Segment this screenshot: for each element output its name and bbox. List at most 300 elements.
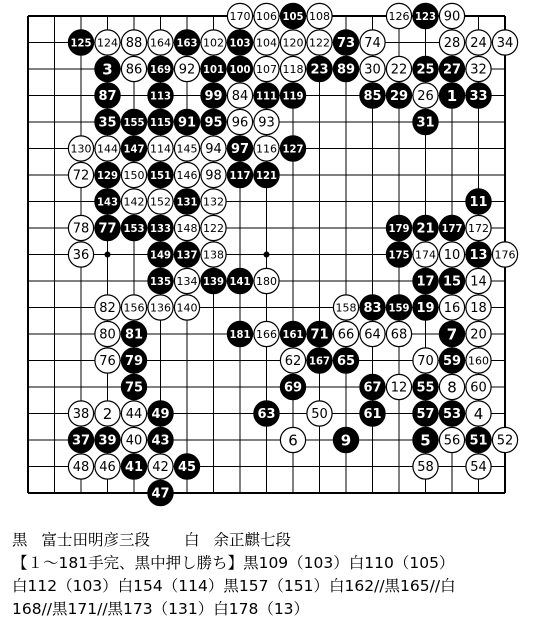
move-number: 111 — [256, 90, 277, 103]
white-stone — [333, 321, 358, 346]
white-stone — [201, 242, 226, 267]
white-stone — [174, 268, 199, 293]
white-stone — [121, 56, 146, 81]
move-number: 46 — [99, 460, 116, 476]
white-stone — [360, 30, 385, 55]
result-line: 白112（103）白154（114）黒157（151）白162//黒165//白 — [12, 577, 456, 595]
move-number: 140 — [176, 302, 198, 315]
move-number: 150 — [123, 169, 145, 182]
white-stone — [227, 83, 252, 108]
move-number: 36 — [72, 248, 90, 264]
black-stone — [439, 321, 464, 346]
white-stone — [439, 374, 464, 399]
black-stone — [227, 56, 252, 81]
move-number: 68 — [390, 327, 408, 343]
white-stone — [95, 401, 120, 426]
move-number: 121 — [256, 169, 277, 182]
black-stone — [466, 242, 491, 267]
move-number: 56 — [443, 433, 461, 449]
black-stone — [386, 242, 411, 267]
move-number: 32 — [470, 62, 487, 78]
move-number: 3 — [102, 60, 113, 79]
white-stone — [121, 162, 146, 187]
move-number: 76 — [99, 354, 116, 370]
black-stone — [174, 242, 199, 267]
white-stone — [386, 374, 411, 399]
move-number: 58 — [417, 460, 434, 476]
move-number: 105 — [282, 10, 304, 23]
black-stone — [95, 162, 120, 187]
black-stone — [148, 215, 173, 240]
move-number: 164 — [150, 37, 172, 50]
white-label: 白 — [184, 531, 200, 549]
black-stone — [68, 30, 93, 55]
white-stone — [174, 136, 199, 161]
black-stone — [386, 295, 411, 320]
black-stone — [386, 215, 411, 240]
white-stone — [307, 30, 332, 55]
black-stone — [95, 189, 120, 214]
move-number: 177 — [441, 222, 463, 235]
move-number: 51 — [469, 433, 488, 449]
white-stone — [254, 136, 279, 161]
black-stone — [413, 268, 438, 293]
move-number: 135 — [150, 275, 171, 288]
move-number: 144 — [97, 143, 119, 156]
black-stone — [386, 83, 411, 108]
white-stone — [174, 56, 199, 81]
black-stone — [333, 56, 358, 81]
move-number: 69 — [283, 380, 303, 396]
black-stone — [280, 136, 305, 161]
move-number: 118 — [282, 63, 304, 76]
white-stone — [95, 30, 120, 55]
move-number: 132 — [203, 196, 224, 209]
move-number: 160 — [468, 355, 489, 368]
move-number: 116 — [256, 143, 278, 156]
black-stone — [360, 295, 385, 320]
move-number: 39 — [98, 433, 117, 449]
move-number: 103 — [229, 37, 251, 50]
white-stone — [466, 454, 491, 479]
white-stone — [466, 321, 491, 346]
black-stone — [148, 56, 173, 81]
move-number: 142 — [123, 196, 145, 209]
white-stone — [95, 295, 120, 320]
white-stone — [413, 348, 438, 373]
black-stone — [148, 109, 173, 134]
white-stone — [68, 401, 93, 426]
white-stone — [68, 136, 93, 161]
black-stone — [333, 427, 358, 452]
move-number: 8 — [447, 378, 457, 397]
move-number: 96 — [231, 115, 249, 131]
move-number: 92 — [178, 62, 196, 78]
black-stone — [254, 83, 279, 108]
white-stone — [280, 56, 305, 81]
black-stone — [148, 480, 173, 505]
black-stone — [413, 109, 438, 134]
white-stone — [413, 242, 438, 267]
move-number: 149 — [150, 249, 171, 262]
white-stone — [466, 215, 491, 240]
white-stone — [148, 30, 173, 55]
move-number: 97 — [230, 142, 250, 158]
move-number: 59 — [442, 354, 462, 370]
move-number: 158 — [335, 302, 357, 315]
move-number: 31 — [416, 115, 435, 131]
move-number: 126 — [388, 10, 410, 23]
white-stone — [174, 162, 199, 187]
white-stone — [413, 83, 438, 108]
black-stone — [307, 321, 332, 346]
move-number: 15 — [442, 274, 462, 290]
star-point — [105, 252, 111, 258]
white-stone — [466, 56, 491, 81]
black-stone — [280, 374, 305, 399]
white-stone — [466, 348, 491, 373]
move-number: 123 — [415, 10, 436, 23]
black-stone — [121, 109, 146, 134]
move-number: 133 — [150, 222, 171, 235]
white-stone — [174, 295, 199, 320]
black-stone — [466, 189, 491, 214]
white-stone — [68, 242, 93, 267]
white-stone — [439, 30, 464, 55]
move-number: 83 — [363, 301, 382, 317]
move-number: 127 — [282, 143, 304, 156]
black-stone — [68, 427, 93, 452]
move-number: 20 — [470, 327, 487, 343]
black-stone — [466, 427, 491, 452]
move-number: 180 — [256, 275, 277, 288]
move-number: 49 — [151, 407, 170, 423]
move-number: 12 — [390, 380, 408, 396]
move-number: 108 — [309, 10, 330, 23]
black-stone — [280, 321, 305, 346]
move-number: 50 — [311, 407, 328, 423]
move-number: 11 — [469, 195, 488, 211]
move-number: 122 — [309, 37, 330, 50]
move-number: 120 — [282, 37, 304, 50]
white-stone — [254, 321, 279, 346]
move-number: 26 — [417, 89, 434, 105]
move-number: 113 — [150, 90, 171, 103]
black-stone — [439, 268, 464, 293]
black-stone — [413, 215, 438, 240]
move-number: 156 — [123, 302, 145, 315]
white-stone — [413, 454, 438, 479]
black-stone — [95, 427, 120, 452]
move-number: 47 — [151, 486, 170, 502]
move-number: 75 — [124, 380, 144, 396]
move-number: 90 — [443, 9, 461, 25]
move-number: 77 — [98, 221, 117, 237]
move-number: 179 — [388, 222, 410, 235]
black-stone — [121, 374, 146, 399]
move-number: 70 — [417, 354, 434, 370]
move-number: 61 — [363, 407, 382, 423]
black-stone — [439, 56, 464, 81]
black-stone — [174, 454, 199, 479]
move-number: 101 — [203, 63, 224, 76]
white-stone — [439, 427, 464, 452]
white-stone — [386, 56, 411, 81]
move-number: 5 — [420, 431, 431, 450]
game-record-notes — [12, 552, 456, 621]
white-stone — [121, 30, 146, 55]
black-stone — [148, 427, 173, 452]
white-stone — [492, 30, 517, 55]
white-stone — [95, 348, 120, 373]
white-stone — [148, 454, 173, 479]
move-number: 16 — [443, 301, 461, 317]
black-stone — [174, 109, 199, 134]
move-number: 33 — [469, 89, 488, 105]
black-stone — [201, 83, 226, 108]
move-number: 85 — [363, 89, 382, 105]
white-stone — [121, 295, 146, 320]
move-number: 99 — [204, 89, 223, 105]
black-stone — [333, 30, 358, 55]
move-number: 52 — [496, 433, 514, 449]
white-stone — [439, 295, 464, 320]
move-number: 100 — [229, 63, 251, 76]
black-stone — [413, 401, 438, 426]
white-stone — [360, 56, 385, 81]
white-stone — [386, 321, 411, 346]
move-number: 54 — [470, 460, 487, 476]
white-stone — [466, 374, 491, 399]
white-stone — [227, 109, 252, 134]
black-stone — [254, 162, 279, 187]
white-stone — [201, 162, 226, 187]
move-number: 130 — [70, 143, 92, 156]
move-number: 9 — [340, 431, 352, 450]
move-number: 64 — [364, 327, 381, 343]
result-line: 【１～181手完、黒中押し勝ち】黒109（103）白110（105） — [12, 554, 455, 572]
black-stone — [413, 295, 438, 320]
white-stone — [95, 136, 120, 161]
move-number: 151 — [150, 169, 171, 182]
black-stone — [280, 3, 305, 28]
black-stone — [466, 83, 491, 108]
move-number: 145 — [176, 143, 198, 156]
move-number: 114 — [150, 143, 172, 156]
move-number: 106 — [256, 10, 278, 23]
black-stone — [121, 215, 146, 240]
move-number: 163 — [176, 37, 198, 50]
move-number: 143 — [97, 196, 118, 209]
move-number: 43 — [151, 433, 170, 449]
white-stone — [254, 30, 279, 55]
move-number: 159 — [388, 302, 410, 315]
move-number: 34 — [496, 36, 514, 52]
move-number: 60 — [470, 380, 487, 396]
black-stone — [148, 401, 173, 426]
white-stone — [121, 189, 146, 214]
black-stone — [95, 83, 120, 108]
move-number: 2 — [102, 404, 113, 423]
move-number: 65 — [336, 354, 356, 370]
move-number: 138 — [203, 249, 224, 262]
move-number: 80 — [99, 327, 116, 343]
white-stone — [227, 3, 252, 28]
black-stone — [307, 56, 332, 81]
move-number: 131 — [176, 196, 198, 209]
move-number: 55 — [416, 380, 435, 396]
move-number: 124 — [97, 37, 119, 50]
black-stone — [413, 3, 438, 28]
black-stone — [148, 268, 173, 293]
move-number: 115 — [150, 116, 171, 129]
move-number: 102 — [203, 37, 224, 50]
move-number: 24 — [470, 36, 487, 52]
black-stone — [201, 109, 226, 134]
black-stone — [360, 83, 385, 108]
white-stone — [492, 427, 517, 452]
move-number: 6 — [288, 431, 298, 450]
white-stone — [68, 162, 93, 187]
move-number: 71 — [310, 327, 329, 343]
move-number: 37 — [71, 433, 91, 449]
move-number: 119 — [282, 90, 304, 103]
move-number: 41 — [124, 460, 144, 476]
black-stone — [360, 374, 385, 399]
move-number: 13 — [469, 248, 488, 264]
move-number: 181 — [229, 328, 251, 341]
move-number: 155 — [123, 116, 145, 129]
move-number: 82 — [99, 301, 116, 317]
black-stone — [121, 454, 146, 479]
move-number: 170 — [229, 10, 251, 23]
move-number: 29 — [389, 89, 409, 105]
white-stone — [201, 189, 226, 214]
black-stone — [148, 162, 173, 187]
move-number: 122 — [203, 222, 224, 235]
move-number: 167 — [309, 355, 330, 368]
white-stone — [466, 30, 491, 55]
black-stone — [227, 321, 252, 346]
move-number: 174 — [415, 249, 437, 262]
white-stone — [201, 136, 226, 161]
black-stone — [174, 189, 199, 214]
move-number: 153 — [123, 222, 145, 235]
white-player-name: 余正麒七段 — [213, 531, 292, 549]
black-stone — [254, 401, 279, 426]
white-stone — [333, 295, 358, 320]
move-number: 147 — [123, 143, 145, 156]
black-stone — [148, 242, 173, 267]
move-number: 89 — [336, 62, 356, 78]
move-number: 30 — [364, 62, 381, 78]
move-number: 161 — [282, 328, 304, 341]
move-number: 62 — [284, 354, 302, 370]
white-stone — [148, 136, 173, 161]
black-stone — [227, 30, 252, 55]
black-stone — [227, 162, 252, 187]
black-stone — [95, 215, 120, 240]
move-number: 91 — [177, 115, 197, 131]
move-number: 107 — [256, 63, 277, 76]
white-stone — [386, 3, 411, 28]
move-number: 152 — [150, 196, 171, 209]
white-stone — [254, 109, 279, 134]
white-stone — [280, 348, 305, 373]
move-number: 10 — [443, 248, 461, 264]
black-stone — [121, 321, 146, 346]
black-stone — [439, 401, 464, 426]
white-stone — [148, 295, 173, 320]
white-stone — [439, 242, 464, 267]
move-number: 73 — [336, 36, 356, 52]
black-stone — [201, 56, 226, 81]
black-stone — [227, 136, 252, 161]
white-stone — [121, 427, 146, 452]
move-number: 28 — [443, 36, 461, 52]
move-number: 134 — [176, 275, 198, 288]
move-number: 4 — [473, 404, 484, 423]
move-number: 84 — [231, 89, 249, 105]
move-number: 139 — [203, 275, 224, 288]
move-number: 81 — [124, 327, 144, 343]
move-number: 141 — [229, 275, 251, 288]
move-number: 18 — [470, 301, 487, 317]
move-number: 74 — [364, 36, 381, 52]
move-number: 88 — [125, 36, 143, 52]
move-number: 19 — [416, 301, 435, 317]
black-stone — [360, 401, 385, 426]
white-stone — [121, 401, 146, 426]
black-stone — [148, 83, 173, 108]
move-number: 45 — [177, 460, 197, 476]
move-number: 94 — [205, 142, 222, 158]
white-stone — [307, 3, 332, 28]
white-stone — [68, 215, 93, 240]
move-number: 79 — [124, 354, 144, 370]
white-stone — [95, 321, 120, 346]
move-number: 42 — [152, 460, 169, 476]
move-number: 17 — [416, 274, 435, 290]
move-number: 148 — [176, 222, 198, 235]
move-number: 104 — [256, 37, 278, 50]
white-stone — [307, 401, 332, 426]
white-stone — [280, 427, 305, 452]
black-stone — [280, 83, 305, 108]
white-stone — [254, 3, 279, 28]
white-stone — [466, 401, 491, 426]
move-number: 78 — [72, 221, 90, 237]
move-number: 87 — [98, 89, 117, 105]
move-number: 23 — [310, 62, 329, 78]
black-stone — [201, 268, 226, 293]
white-stone — [201, 215, 226, 240]
black-stone — [95, 109, 120, 134]
move-number: 86 — [125, 62, 143, 78]
black-stone — [439, 348, 464, 373]
move-number: 40 — [125, 433, 143, 449]
move-number: 93 — [258, 115, 275, 131]
move-number: 44 — [125, 407, 143, 423]
white-stone — [254, 268, 279, 293]
white-stone — [68, 454, 93, 479]
black-stone — [413, 56, 438, 81]
black-stone — [121, 136, 146, 161]
black-stone — [413, 427, 438, 452]
move-number: 175 — [388, 249, 410, 262]
white-stone — [95, 454, 120, 479]
move-number: 57 — [416, 407, 435, 423]
